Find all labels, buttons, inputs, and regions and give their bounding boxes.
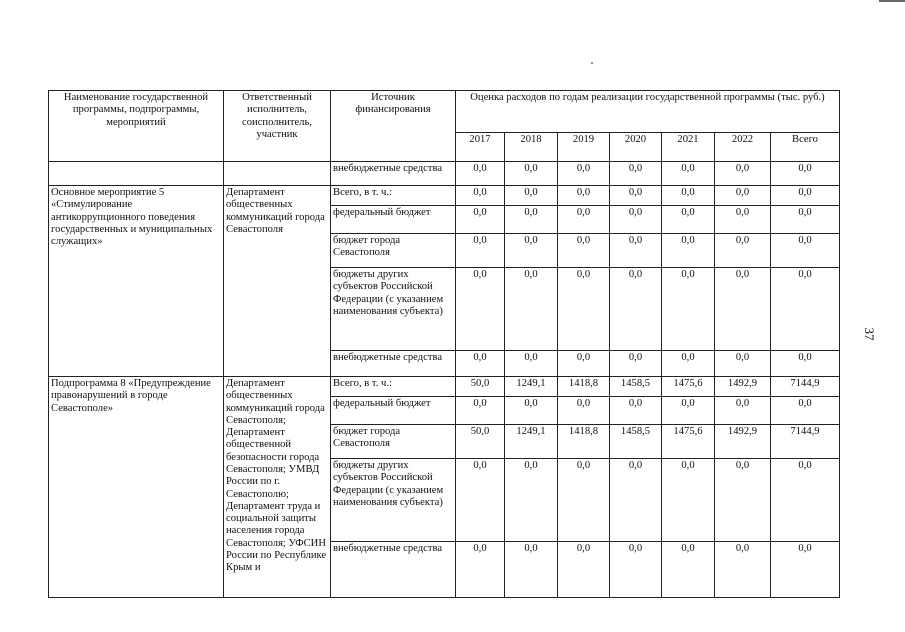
value-cell: 0,0: [456, 542, 505, 598]
value-cell: 0,0: [662, 351, 715, 377]
value-cell: 0,0: [771, 397, 840, 425]
value-cell: 0,0: [505, 162, 558, 186]
value-cell: 0,0: [610, 206, 662, 234]
value-cell: 0,0: [771, 186, 840, 206]
value-cell: 0,0: [662, 268, 715, 351]
table-row: [49, 162, 840, 186]
value-cell: 1475,6: [662, 425, 715, 459]
value-cell: 0,0: [610, 459, 662, 542]
value-cell: 0,0: [771, 268, 840, 351]
value-cell: 0,0: [771, 542, 840, 598]
value-cell: 1475,6: [662, 377, 715, 397]
subprogram-name-cell: Подпрограмма 8 «Предупреждение правонарушений в городе Севастополе»: [49, 377, 224, 598]
value-cell: 0,0: [558, 351, 610, 377]
value-cell: 0,0: [558, 206, 610, 234]
value-cell: 0,0: [610, 268, 662, 351]
header-row: [49, 91, 840, 133]
value-cell: 0,0: [715, 186, 771, 206]
value-cell: 0,0: [505, 206, 558, 234]
source-cell: Всего, в т. ч.:: [331, 186, 456, 206]
year-header: 2020: [610, 133, 662, 162]
value-cell: 1418,8: [558, 425, 610, 459]
source-cell: внебюджетные средства: [331, 162, 456, 186]
value-cell: 0,0: [715, 268, 771, 351]
value-cell: 0,0: [771, 351, 840, 377]
value-cell: 0,0: [662, 397, 715, 425]
value-cell: 0,0: [505, 186, 558, 206]
year-header: 2017: [456, 133, 505, 162]
value-cell: 0,0: [715, 206, 771, 234]
value-cell: 0,0: [610, 234, 662, 268]
source-cell: бюджеты других субъектов Российской Федерации (с указанием наименования субъекта): [331, 268, 456, 351]
value-cell: 0,0: [771, 206, 840, 234]
value-cell: 0,0: [662, 459, 715, 542]
year-header: 2022: [715, 133, 771, 162]
value-cell: 0,0: [456, 268, 505, 351]
total-header: Всего: [771, 133, 840, 162]
value-cell: 1418,8: [558, 377, 610, 397]
col-estimate-header: Оценка расходов по годам реализации государственной программы (тыс. руб.): [456, 91, 840, 133]
value-cell: 0,0: [771, 459, 840, 542]
value-cell: 0,0: [662, 542, 715, 598]
source-cell: Всего, в т. ч.:: [331, 377, 456, 397]
scan-edge-mark: [879, 0, 905, 2]
value-cell: 0,0: [610, 186, 662, 206]
value-cell: 0,0: [715, 459, 771, 542]
value-cell: 1249,1: [505, 425, 558, 459]
value-cell: 50,0: [456, 377, 505, 397]
value-cell: 1492,9: [715, 377, 771, 397]
value-cell: 1249,1: [505, 377, 558, 397]
value-cell: 0,0: [662, 162, 715, 186]
value-cell: 7144,9: [771, 377, 840, 397]
value-cell: 0,0: [715, 234, 771, 268]
measure-name-cell: Основное мероприятие 5 «Стимулирование антикоррупционного поведения государственных и муниципальных служащих»: [49, 186, 224, 377]
value-cell: 1458,5: [610, 425, 662, 459]
source-cell: федеральный бюджет: [331, 397, 456, 425]
page-number: 37: [862, 327, 877, 341]
value-cell: 0,0: [505, 351, 558, 377]
value-cell: 0,0: [558, 459, 610, 542]
year-header: 2018: [505, 133, 558, 162]
value-cell: 0,0: [456, 397, 505, 425]
value-cell: 0,0: [505, 234, 558, 268]
value-cell: 0,0: [558, 268, 610, 351]
value-cell: 0,0: [715, 351, 771, 377]
source-cell: внебюджетные средства: [331, 542, 456, 598]
source-cell: внебюджетные средства: [331, 351, 456, 377]
value-cell: 0,0: [610, 397, 662, 425]
col-source-header: Источник финансирования: [331, 91, 456, 162]
table-row: [49, 186, 840, 206]
value-cell: 7144,9: [771, 425, 840, 459]
value-cell: 0,0: [456, 351, 505, 377]
value-cell: 0,0: [610, 162, 662, 186]
value-cell: 0,0: [610, 542, 662, 598]
value-cell: 1492,9: [715, 425, 771, 459]
value-cell: 0,0: [456, 186, 505, 206]
value-cell: 0,0: [456, 459, 505, 542]
value-cell: 0,0: [662, 186, 715, 206]
value-cell: 50,0: [456, 425, 505, 459]
value-cell: 0,0: [558, 397, 610, 425]
value-cell: 0,0: [558, 186, 610, 206]
value-cell: 0,0: [558, 162, 610, 186]
source-cell: бюджеты других субъектов Российской Федерации (с указанием наименования субъекта): [331, 459, 456, 542]
source-cell: бюджет города Севастополя: [331, 234, 456, 268]
value-cell: 0,0: [505, 268, 558, 351]
responsible-cell: Департамент общественных коммуникаций города Севастополя: [224, 186, 331, 377]
responsible-cell: Департамент общественных коммуникаций города Севастополя; Департамент общественной безопасности города Севастополя; УМВД России по г. Севастополю; Департамент труда и социальной защиты населения города Севастополя; УФСИН России по Республике Крым и: [224, 377, 331, 598]
value-cell: 0,0: [505, 397, 558, 425]
empty-cell: [224, 162, 331, 186]
financing-table: [48, 90, 840, 598]
value-cell: 0,0: [715, 397, 771, 425]
value-cell: 0,0: [505, 459, 558, 542]
empty-cell: [49, 162, 224, 186]
value-cell: 0,0: [456, 162, 505, 186]
source-cell: бюджет города Севастополя: [331, 425, 456, 459]
value-cell: 0,0: [558, 542, 610, 598]
value-cell: 0,0: [662, 206, 715, 234]
year-header: 2021: [662, 133, 715, 162]
value-cell: 0,0: [456, 234, 505, 268]
value-cell: 0,0: [610, 351, 662, 377]
table-row: [49, 377, 840, 397]
col-name-header: Наименование государственной программы, подпрограммы, мероприятий: [49, 91, 224, 162]
value-cell: 0,0: [662, 234, 715, 268]
value-cell: 0,0: [505, 542, 558, 598]
value-cell: 0,0: [771, 234, 840, 268]
value-cell: 0,0: [715, 542, 771, 598]
value-cell: 0,0: [715, 162, 771, 186]
scan-speck: [591, 62, 593, 64]
value-cell: 0,0: [771, 162, 840, 186]
value-cell: 0,0: [456, 206, 505, 234]
value-cell: 1458,5: [610, 377, 662, 397]
source-cell: федеральный бюджет: [331, 206, 456, 234]
value-cell: 0,0: [558, 234, 610, 268]
col-responsible-header: Ответственный исполнитель, соисполнитель, участник: [224, 91, 331, 162]
year-header: 2019: [558, 133, 610, 162]
